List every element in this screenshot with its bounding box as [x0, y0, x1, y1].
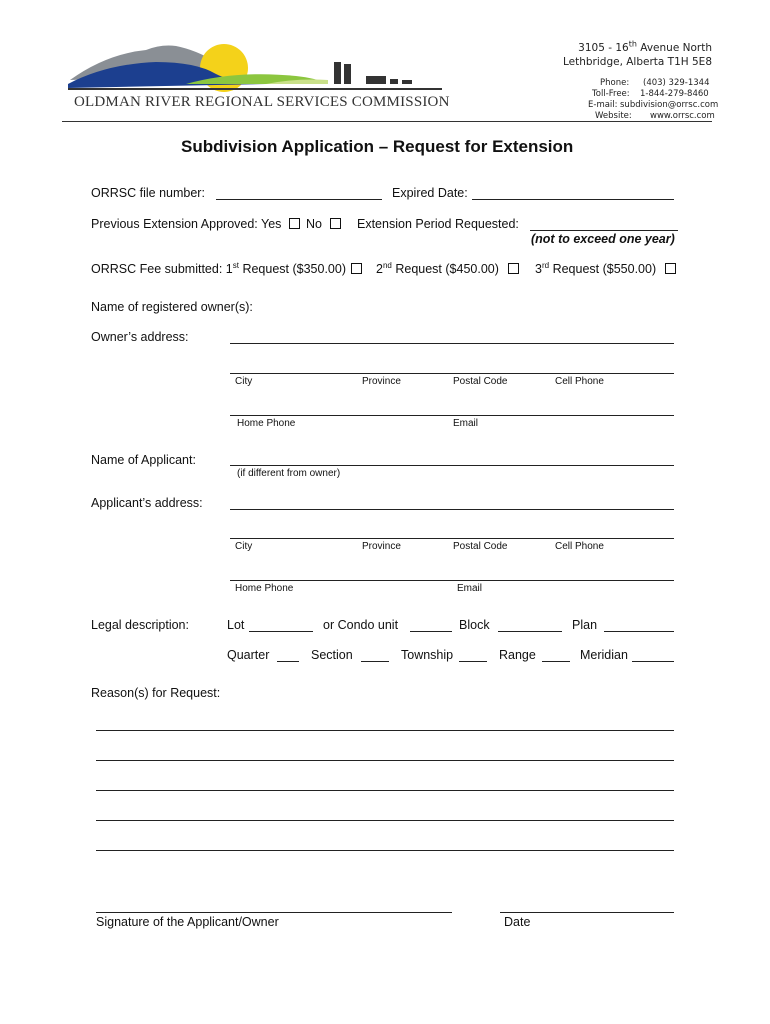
reasons-label: Reason(s) for Request:: [91, 686, 221, 700]
org-name: OLDMAN RIVER REGIONAL SERVICES COMMISSION: [74, 94, 450, 110]
quarter-label: Quarter: [227, 648, 270, 662]
no-label: No: [306, 217, 322, 231]
signature-field[interactable]: [96, 912, 452, 913]
section-field[interactable]: [361, 661, 389, 662]
owner-city-caption: City: [235, 376, 253, 387]
applicant-phone-line-field[interactable]: [230, 580, 674, 581]
tollfree-label: Toll-Free:: [592, 89, 630, 99]
township-label: Township: [401, 648, 454, 662]
owner-home-phone-caption: Home Phone: [237, 418, 296, 429]
applicant-city-caption: City: [235, 541, 253, 552]
fee-second-request-label: 2nd Request ($450.00): [376, 260, 499, 276]
address-line1: 3105 - 16th Avenue North: [578, 39, 712, 54]
applicant-address-label: Applicant’s address:: [91, 496, 203, 510]
quarter-field[interactable]: [277, 661, 299, 662]
tollfree-value: 1-844-279-8460: [640, 89, 709, 99]
owner-city-line-field[interactable]: [230, 373, 674, 374]
applicant-email-caption: Email: [457, 583, 483, 594]
legal-label: Legal description:: [91, 618, 189, 632]
applicant-province-caption: Province: [362, 541, 401, 552]
fee-label: ORRSC Fee submitted: 1st Request ($350.00): [91, 260, 346, 276]
if-different-caption: (if different from owner): [237, 468, 341, 479]
owner-cell-caption: Cell Phone: [555, 376, 604, 387]
fee-first-request-checkbox[interactable]: [351, 263, 362, 274]
reason-line-5[interactable]: [96, 850, 674, 851]
section-label: Section: [311, 648, 353, 662]
grain-elevator: [334, 62, 341, 84]
applicant-postal-caption: Postal Code: [453, 541, 508, 552]
meridian-field[interactable]: [632, 661, 674, 662]
fee-third-request-label: 3rd Request ($550.00): [535, 260, 657, 276]
owner-address-label: Owner’s address:: [91, 330, 189, 344]
fee-second-request-checkbox[interactable]: [508, 263, 519, 274]
extension-period-field[interactable]: [530, 230, 678, 231]
applicant-address-field[interactable]: [230, 509, 674, 510]
block-field[interactable]: [498, 631, 562, 632]
extension-period-label: Extension Period Requested:: [357, 217, 519, 231]
website-value: www.orrsc.com: [650, 111, 715, 121]
owner-postal-caption: Postal Code: [453, 376, 508, 387]
website-label: Website:: [595, 111, 632, 121]
plan-label: Plan: [572, 618, 598, 632]
owner-province-caption: Province: [362, 376, 401, 387]
extension-note: (not to exceed one year): [531, 232, 675, 246]
file-number-field[interactable]: [216, 199, 382, 200]
condo-label: or Condo unit: [323, 618, 399, 632]
owner-name-label: Name of registered owner(s):: [91, 300, 253, 314]
reason-line-1[interactable]: [96, 730, 674, 731]
lot-label: Lot: [227, 618, 245, 632]
email-label: E-mail:: [588, 100, 618, 110]
block-label: Block: [459, 618, 490, 632]
prev-extension-label: Previous Extension Approved: Yes: [91, 217, 282, 231]
fee-third-request-checkbox[interactable]: [665, 263, 676, 274]
file-number-label: ORRSC file number:: [91, 186, 205, 200]
owner-phone-line-field[interactable]: [230, 415, 674, 416]
expired-date-field[interactable]: [472, 199, 674, 200]
meridian-label: Meridian: [580, 648, 628, 662]
range-label: Range: [499, 648, 536, 662]
owner-address-field[interactable]: [230, 343, 674, 344]
header-divider: [62, 121, 712, 122]
plan-field[interactable]: [604, 631, 674, 632]
date-field[interactable]: [500, 912, 674, 913]
applicant-home-phone-caption: Home Phone: [235, 583, 294, 594]
range-field[interactable]: [542, 661, 570, 662]
page-title: Subdivision Application – Request for Extension: [181, 137, 574, 156]
owner-email-caption: Email: [453, 418, 479, 429]
phone-value: (403) 329-1344: [643, 78, 710, 88]
orrsc-logo: [66, 40, 446, 96]
grain-elevator: [344, 64, 351, 84]
township-field[interactable]: [459, 661, 487, 662]
reason-line-4[interactable]: [96, 820, 674, 821]
signature-label: Signature of the Applicant/Owner: [96, 915, 279, 929]
reason-line-3[interactable]: [96, 790, 674, 791]
email-value: subdivision@orrsc.com: [620, 100, 719, 110]
phone-label: Phone:: [600, 78, 630, 88]
reason-line-2[interactable]: [96, 760, 674, 761]
condo-field[interactable]: [410, 631, 452, 632]
prev-extension-yes-checkbox[interactable]: [289, 218, 300, 229]
applicant-city-line-field[interactable]: [230, 538, 674, 539]
date-label: Date: [504, 915, 531, 929]
expired-date-label: Expired Date:: [392, 186, 468, 200]
applicant-name-label: Name of Applicant:: [91, 453, 196, 467]
applicant-name-field[interactable]: [230, 465, 674, 466]
applicant-cell-caption: Cell Phone: [555, 541, 604, 552]
lot-field[interactable]: [249, 631, 313, 632]
address-line2: Lethbridge, Alberta T1H 5E8: [562, 56, 712, 68]
prev-extension-no-checkbox[interactable]: [330, 218, 341, 229]
